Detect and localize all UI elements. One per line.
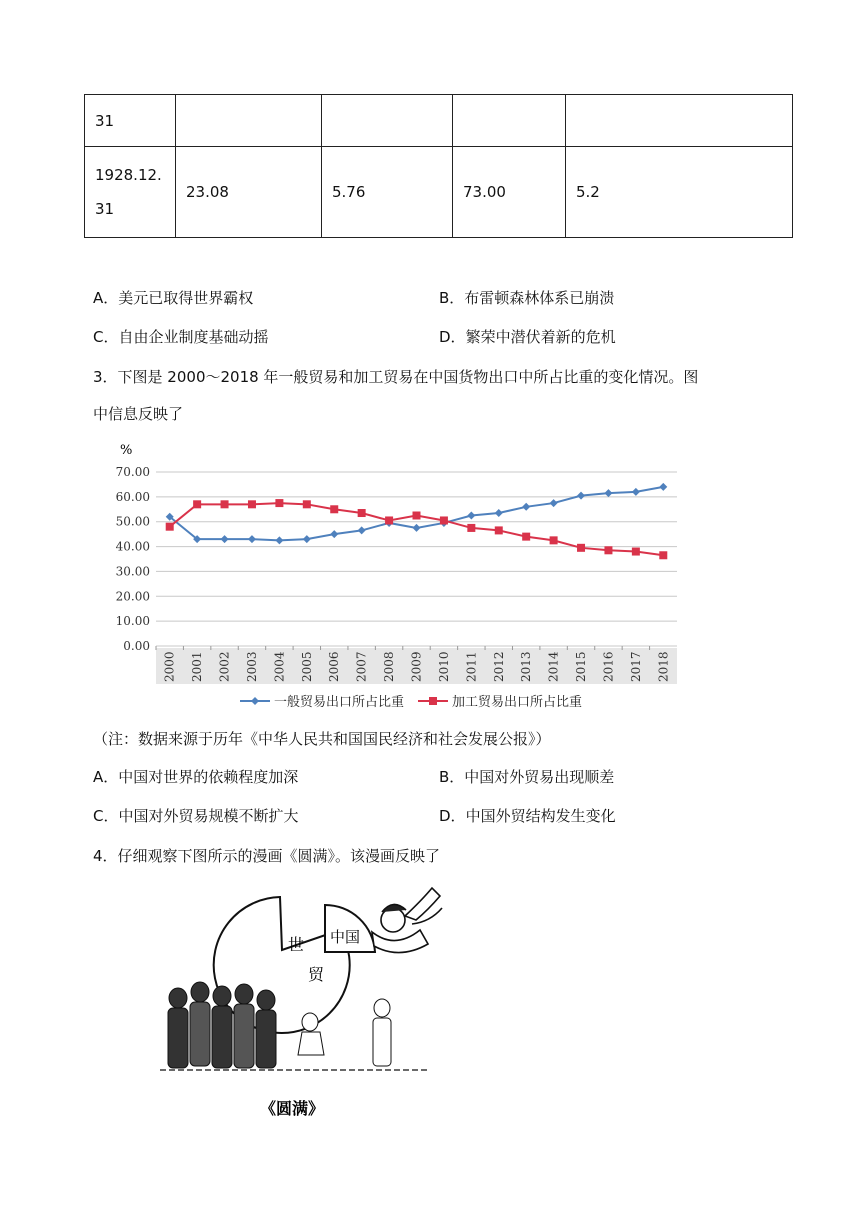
q3-option-c[interactable] — [93, 805, 299, 826]
q3-note: （注：数据来源于历年《中华人民共和国国民经济和社会发展公报》） — [93, 730, 551, 748]
data-point — [275, 499, 283, 507]
x-tick-label: 2006 — [327, 651, 342, 682]
table-cell — [322, 95, 453, 147]
data-point — [467, 512, 475, 520]
data-point — [495, 509, 503, 517]
table-row — [85, 147, 793, 238]
x-tick-label: 2002 — [217, 651, 232, 682]
cartoon-yuanman — [160, 880, 450, 1130]
data-point — [632, 548, 640, 556]
pie-text: 世 — [288, 935, 305, 954]
y-tick-label: 30.00 — [115, 564, 150, 579]
x-tick-label: 2008 — [382, 651, 397, 682]
x-tick-label: 2003 — [244, 651, 259, 682]
data-point — [221, 500, 229, 508]
data-point — [550, 536, 558, 544]
x-tick-label: 2001 — [190, 651, 205, 682]
q3-stem-line2: 中信息反映了 — [93, 405, 184, 423]
option-text: 中国外贸结构发生变化 — [465, 807, 616, 825]
x-tick-label: 2007 — [354, 651, 369, 682]
data-point — [522, 503, 530, 511]
option-text: 美元已取得世界霸权 — [118, 289, 254, 307]
flying-girl-figure — [372, 888, 442, 953]
cartoon-caption: 《圆满》 — [260, 1099, 325, 1118]
data-table — [84, 94, 793, 238]
pie-piece-text: 中国 — [330, 928, 361, 946]
option-text: 中国对外贸易规模不断扩大 — [118, 807, 299, 825]
x-tick-label: 2017 — [628, 651, 643, 682]
q2-option-a[interactable] — [93, 287, 253, 308]
option-text: 布雷顿森林体系已崩溃 — [464, 289, 615, 307]
data-point — [248, 535, 256, 543]
option-label: C． — [93, 807, 119, 825]
x-tick-label: 2009 — [409, 651, 424, 682]
y-tick-label: 10.00 — [115, 614, 150, 629]
data-point — [659, 551, 667, 559]
data-point — [221, 535, 229, 543]
x-tick-label: 2005 — [299, 651, 314, 682]
option-text: 繁荣中潜伏着新的危机 — [465, 328, 616, 346]
x-tick-label: 2012 — [491, 651, 506, 682]
y-tick-label: 0.00 — [123, 639, 150, 653]
q2-option-b[interactable] — [439, 287, 614, 308]
option-text: 中国对世界的依赖程度加深 — [118, 768, 299, 786]
data-point — [303, 535, 311, 543]
data-point — [413, 524, 421, 532]
x-tick-label: 2000 — [162, 651, 177, 682]
x-tick-label: 2010 — [436, 651, 451, 682]
data-point — [467, 524, 475, 532]
option-label: C． — [93, 328, 119, 346]
table-cell — [566, 95, 793, 147]
data-point — [275, 536, 283, 544]
cartoon-drawing — [160, 880, 450, 1130]
option-label: B． — [439, 768, 465, 786]
table-cell — [176, 95, 322, 147]
option-label: D． — [439, 807, 466, 825]
data-point — [659, 483, 667, 491]
q3-option-b[interactable] — [439, 766, 614, 787]
table-cell: 23.08 — [176, 147, 322, 238]
q4-stem: 4．仔细观察下图所示的漫画《圆满》。该漫画反映了 — [93, 847, 441, 865]
y-tick-label: 70.00 — [115, 465, 150, 479]
option-label: A． — [93, 289, 119, 307]
y-tick-label: 40.00 — [115, 539, 150, 554]
x-tick-label: 2015 — [574, 651, 589, 682]
table-cell: 1928.12. 31 — [85, 147, 176, 238]
data-point — [385, 516, 393, 524]
data-point — [248, 500, 256, 508]
x-tick-label: 2013 — [519, 651, 534, 682]
legend-marker — [429, 697, 437, 705]
x-tick-label: 2004 — [272, 651, 287, 682]
x-tick-label: 2014 — [546, 651, 561, 682]
data-point — [577, 544, 585, 552]
table-cell: 31 — [85, 95, 176, 147]
y-tick-label: 60.00 — [115, 489, 150, 504]
option-label: D． — [439, 328, 466, 346]
data-point — [440, 516, 448, 524]
x-tick-label: 2011 — [464, 651, 479, 682]
data-point — [604, 489, 612, 497]
data-point — [495, 526, 503, 534]
x-tick-label: 2016 — [601, 651, 616, 682]
data-point — [330, 530, 338, 538]
data-point — [303, 500, 311, 508]
legend-label: 加工贸易出口所占比重 — [452, 695, 583, 710]
data-point — [358, 526, 366, 534]
legend-label: 一般贸易出口所占比重 — [274, 695, 405, 710]
y-tick-label: 50.00 — [115, 514, 150, 529]
option-text: 中国对外贸易出现顺差 — [464, 768, 615, 786]
data-point — [166, 523, 174, 531]
q3-option-a[interactable] — [93, 766, 298, 787]
q3-stem-line1: 3．下图是 2000～2018 年一般贸易和加工贸易在中国货物出口中所占比重的变化情况。图 — [93, 368, 699, 386]
q2-option-d[interactable] — [439, 326, 616, 347]
pie-text: 贸 — [308, 965, 325, 984]
data-point — [358, 509, 366, 517]
data-point — [193, 500, 201, 508]
data-point — [604, 546, 612, 554]
table-cell: 5.2 — [566, 147, 793, 238]
table-cell — [453, 95, 566, 147]
data-point — [632, 488, 640, 496]
data-point — [550, 499, 558, 507]
table-cell: 5.76 — [322, 147, 453, 238]
table-cell: 73.00 — [453, 147, 566, 238]
line-chart — [90, 432, 690, 722]
option-text: 自由企业制度基础动摇 — [118, 328, 269, 346]
y-tick-label: 20.00 — [115, 589, 150, 604]
data-point — [577, 492, 585, 500]
q2-option-c[interactable] — [93, 326, 269, 347]
trade-share-chart — [90, 432, 690, 722]
table-row — [85, 95, 793, 147]
data-point — [522, 533, 530, 541]
x-tick-label: 2018 — [656, 651, 671, 682]
option-label: A． — [93, 768, 119, 786]
q3-option-d[interactable] — [439, 805, 616, 826]
y-axis-label: % — [120, 443, 133, 458]
data-point — [330, 505, 338, 513]
option-label: B． — [439, 289, 465, 307]
data-point — [413, 512, 421, 520]
legend-marker — [251, 697, 259, 705]
